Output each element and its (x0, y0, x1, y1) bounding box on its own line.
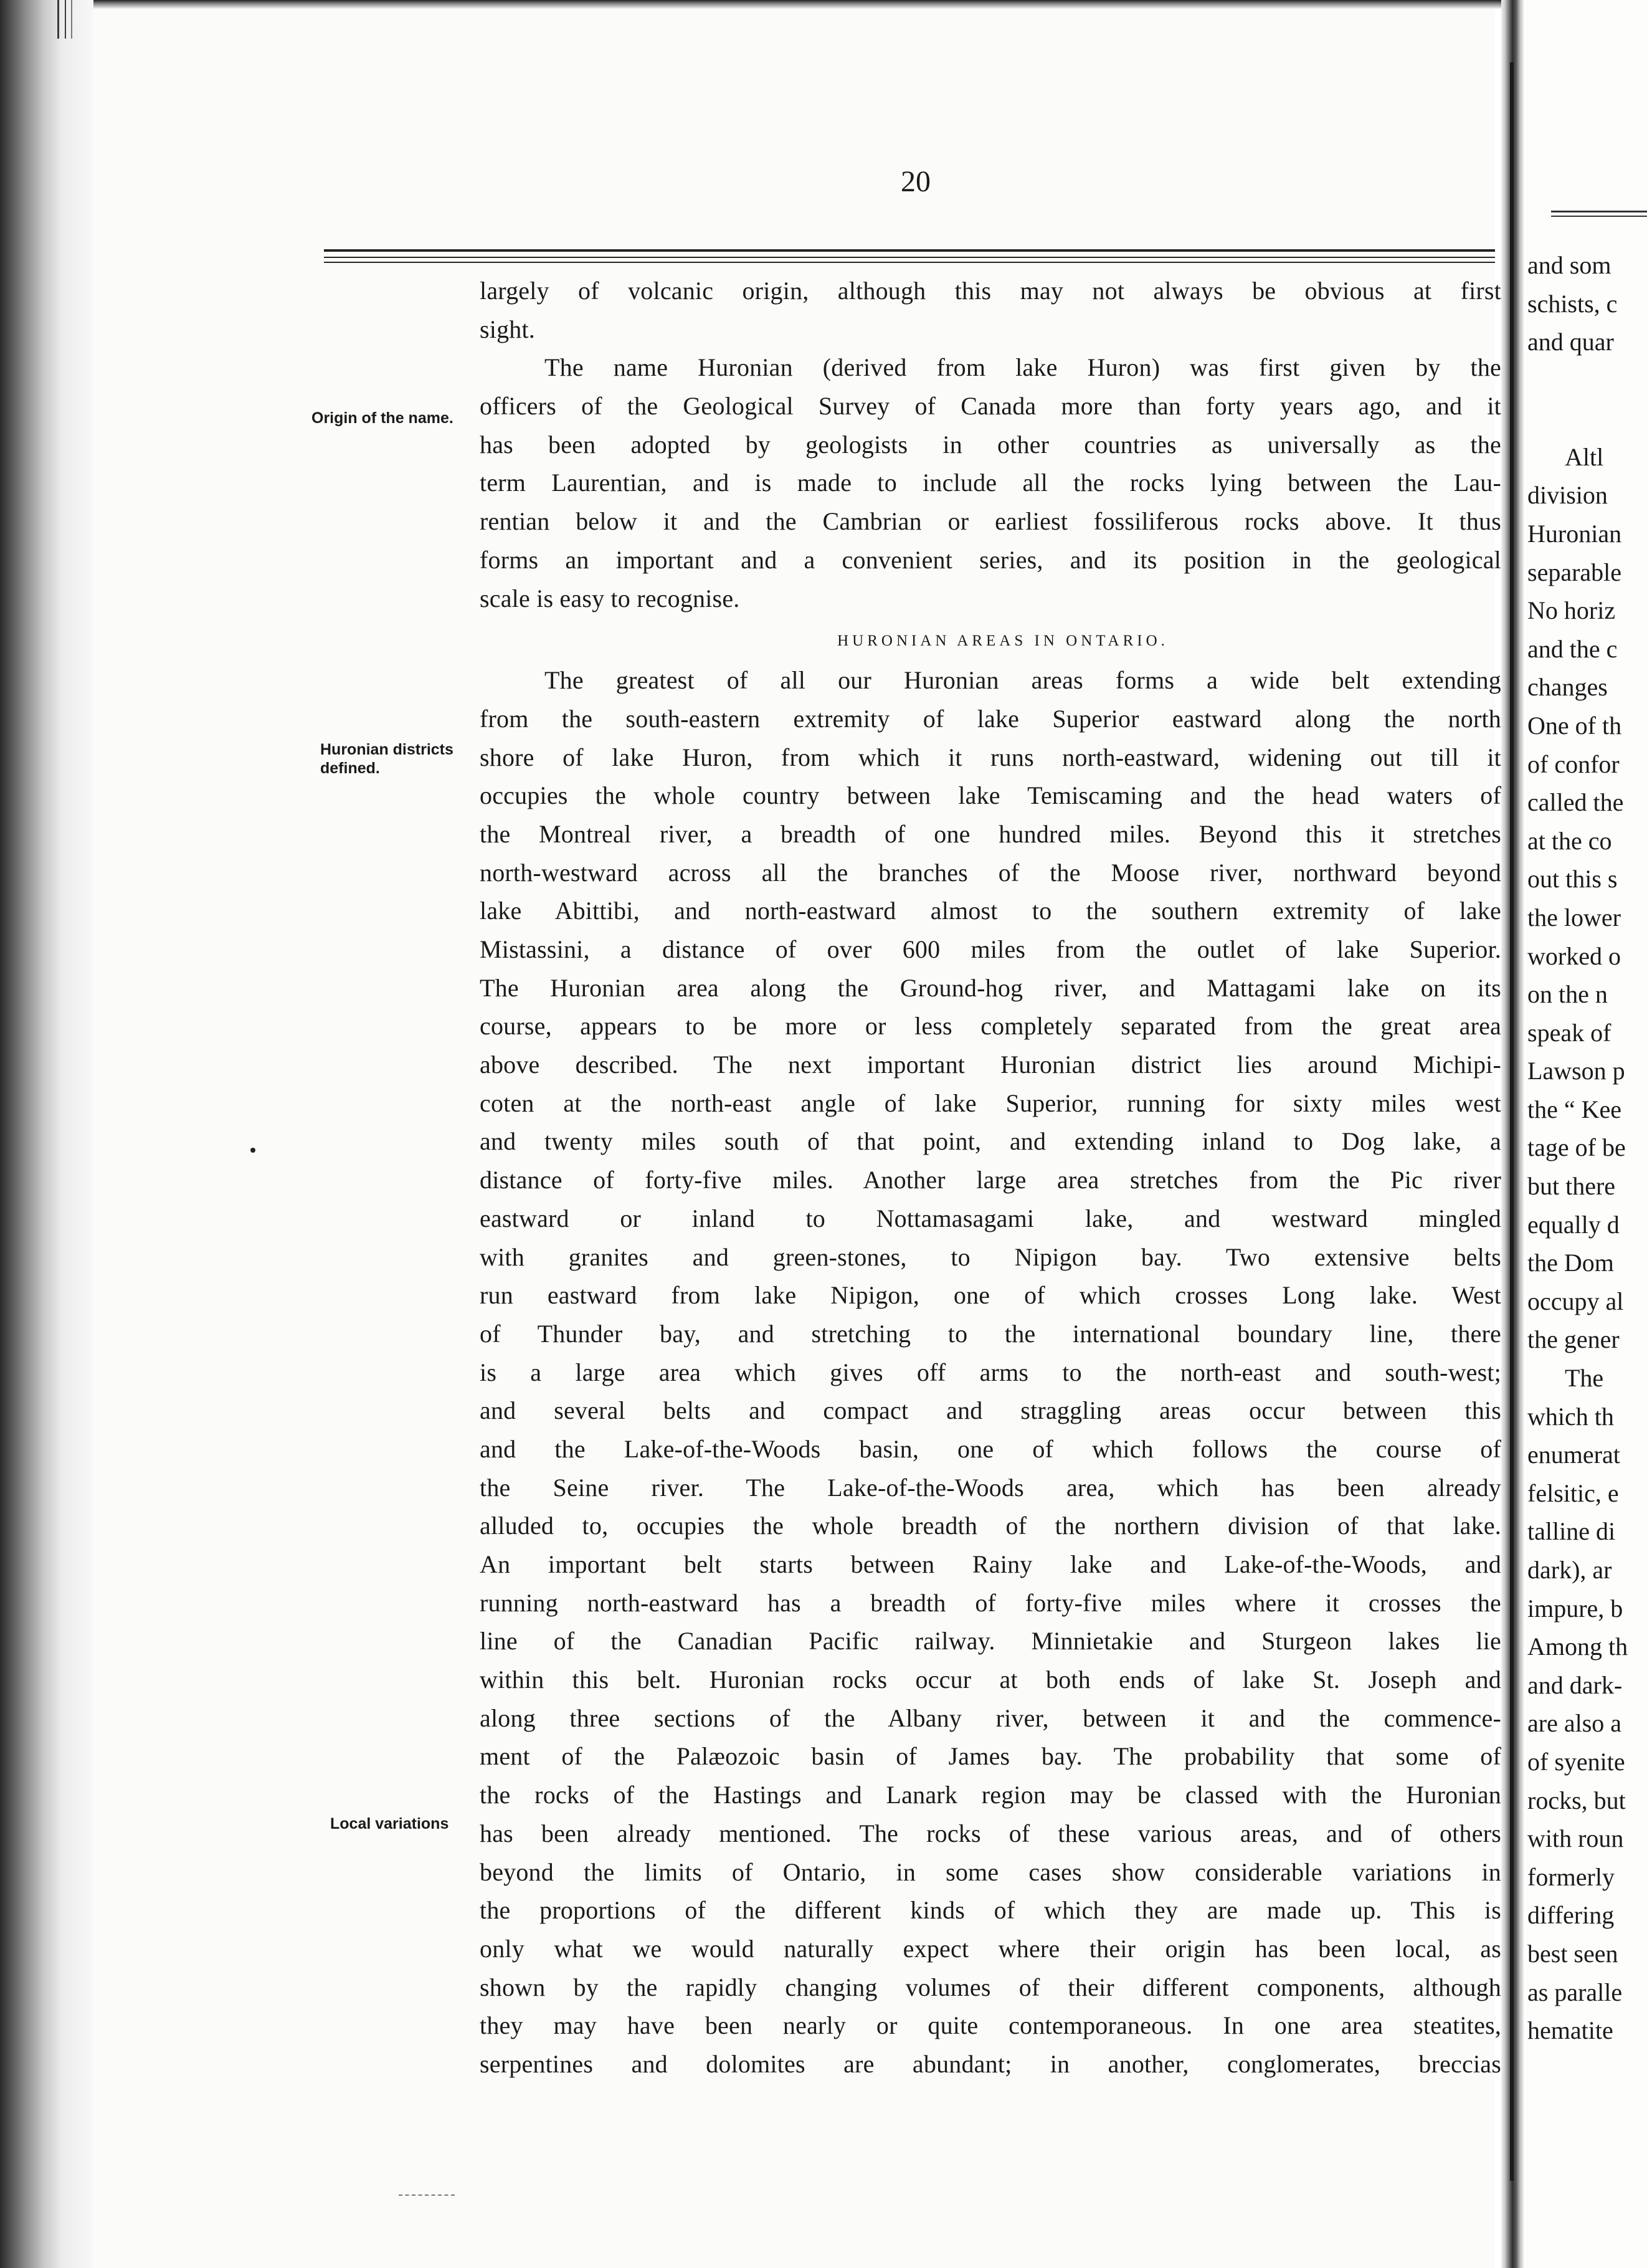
facing-text-line: of syenite (1527, 1747, 1625, 1776)
text-line: distance of forty-five miles. Another large area stretches from the Pic river (480, 1166, 1501, 1194)
text-line: An important belt starts between Rainy lake and Lake-of-the-Woods, and (480, 1550, 1501, 1578)
facing-text-line: enumerat (1527, 1441, 1620, 1469)
text-line: forms an important and a convenient series, and its position in the geological (480, 545, 1501, 574)
paragraph-volcanic-origin (480, 272, 1501, 348)
text-line: largely of volcanic origin, although this may not always be obvious at first (480, 277, 1501, 305)
text-line: the proportions of the different kinds of which they are made up. This is (480, 1896, 1501, 1925)
facing-text-line: worked o (1527, 941, 1621, 970)
facing-text-line: One of th (1527, 711, 1622, 740)
facing-text-line: felsitic, e (1527, 1479, 1619, 1507)
facing-text-line: differing (1527, 1901, 1615, 1930)
facing-text-line: formerly (1527, 1862, 1615, 1891)
facing-text-line: called the (1527, 788, 1624, 817)
facing-text-line: hematite (1527, 2016, 1613, 2045)
facing-text-line: but there (1527, 1172, 1616, 1201)
text-line: running north-eastward has a breadth of forty-five miles where it crosses the (480, 1588, 1501, 1617)
header-rule (324, 262, 1495, 263)
pencil-mark (399, 2194, 455, 2197)
facing-text-line: out this s (1527, 865, 1618, 893)
facing-text-line: as paralle (1527, 1978, 1623, 2006)
facing-text-line: Among th (1527, 1632, 1628, 1661)
text-line: shore of lake Huron, from which it runs north-eastward, widening out till it (480, 743, 1501, 771)
facing-text-line: which th (1527, 1402, 1614, 1431)
facing-text-line: the gener (1527, 1325, 1620, 1354)
section-heading: HURONIAN AREAS IN ONTARIO. (837, 632, 1169, 650)
margin-note-districts: Huronian districts defined. (320, 741, 453, 777)
text-line: alluded to, occupies the whole breadth of the northern division of that lake. (480, 1512, 1501, 1540)
facing-text-line: Altl (1565, 442, 1604, 471)
facing-text-line: are also a (1527, 1709, 1622, 1738)
ink-dot (250, 1148, 255, 1153)
text-line: from the south-eastern extremity of lake Superior eastward along the north (480, 704, 1501, 733)
text-line: beyond the limits of Ontario, in some cases show considerable variations in (480, 1857, 1501, 1886)
text-line: serpentines and dolomites are abundant; in another, conglomerates, breccias (480, 2049, 1501, 2078)
facing-text-line: equally d (1527, 1210, 1620, 1239)
paragraph-huronian-areas (480, 661, 1501, 2083)
facing-text-line: and som (1527, 251, 1611, 279)
top-page-edge (0, 0, 1647, 9)
text-line: lake Abittibi, and north-eastward almost to the southern extremity of lake (480, 897, 1501, 925)
facing-text-line: separable (1527, 558, 1622, 586)
facing-text-line: occupy al (1527, 1287, 1624, 1315)
facing-text-line: talline di (1527, 1517, 1616, 1546)
text-line: scale is easy to recognise. (480, 584, 740, 612)
facing-text-line: and dark- (1527, 1670, 1623, 1699)
text-line: has been adopted by geologists in other countries as universally as the (480, 430, 1501, 459)
facing-text-line: impure, b (1527, 1594, 1623, 1622)
text-line: above described. The next important Huronian district lies around Michipi- (480, 1051, 1501, 1079)
facing-text-line: and the c (1527, 634, 1618, 663)
text-line: is a large area which gives off arms to the north-east and south-west; (480, 1358, 1501, 1386)
header-rule (324, 257, 1495, 258)
text-line: within this belt. Huronian rocks occur at both ends of lake St. Joseph and (480, 1665, 1501, 1694)
facing-text-line: dark), ar (1527, 1556, 1612, 1584)
text-line: officers of the Geological Survey of Canada more than forty years ago, and it (480, 392, 1501, 421)
text-line: run eastward from lake Nipigon, one of which crosses Long lake. West (480, 1281, 1501, 1310)
facing-text-line: Huronian (1527, 519, 1622, 548)
facing-text-line: schists, c (1527, 289, 1618, 318)
facing-page-text (1527, 246, 1647, 2050)
body-text (480, 272, 1501, 2084)
text-line: and the Lake-of-the-Woods basin, one of which follows the course of (480, 1434, 1501, 1463)
facing-text-line: with roun (1527, 1824, 1624, 1853)
text-line: The Huronian area along the Ground-hog river, and Mattagami lake on its (480, 973, 1501, 1002)
facing-text-line: tage of be (1527, 1133, 1626, 1162)
text-line: the Montreal river, a breadth of one hundred miles. Beyond this it stretches (480, 819, 1501, 848)
page-edge-line (71, 0, 72, 39)
facing-text-line: speak of (1527, 1018, 1611, 1047)
text-line: sight. (480, 315, 535, 343)
text-line: and several belts and compact and straggling areas occur between this (480, 1396, 1501, 1425)
page-edge-line (65, 0, 66, 39)
facing-text-line: the “ Kee (1527, 1095, 1622, 1123)
text-line: ment of the Palæozoic basin of James bay. The probability that some of (480, 1742, 1501, 1771)
text-line: line of the Canadian Pacific railway. Minnietakie and Sturgeon lakes lie (480, 1627, 1501, 1656)
page-number: 20 (901, 165, 931, 198)
facing-text-line: best seen (1527, 1939, 1618, 1968)
margin-note-local-variations: Local variations (330, 1815, 449, 1832)
text-line: the Seine river. The Lake-of-the-Woods area, which has been already (480, 1473, 1501, 1502)
facing-text-line: of confor (1527, 750, 1620, 778)
paragraph-name-huronian (480, 348, 1501, 617)
text-line: along three sections of the Albany river, between it and the commence- (480, 1703, 1501, 1732)
facing-text-line: at the co (1527, 826, 1612, 855)
facing-text-line: the lower (1527, 903, 1621, 932)
facing-header-rule (1551, 211, 1647, 212)
text-line: eastward or inland to Nottamasagami lake, and westward mingled (480, 1204, 1501, 1232)
facing-text-line: rocks, but (1527, 1786, 1626, 1814)
facing-text-line: on the n (1527, 980, 1608, 1009)
text-line: they may have been nearly or quite contemporaneous. In one area steatites, (480, 2011, 1501, 2040)
facing-text-line: Lawson p (1527, 1057, 1625, 1085)
header-rule (324, 249, 1495, 252)
text-line: The name Huronian (derived from lake Huron) was first given by the (544, 353, 1501, 382)
facing-text-line: and quar (1527, 328, 1614, 356)
facing-text-line: changes (1527, 673, 1608, 702)
text-line: coten at the north-east angle of lake Superior, running for sixty miles west (480, 1089, 1501, 1117)
facing-text-line: The (1565, 1364, 1604, 1393)
text-line: The greatest of all our Huronian areas forms a wide belt extending (544, 666, 1501, 695)
text-line: with granites and green-stones, to Nipigon bay. Two extensive belts (480, 1242, 1501, 1271)
facing-text-line: division (1527, 481, 1608, 510)
text-line: the rocks of the Hastings and Lanark region may be classed with the Huronian (480, 1781, 1501, 1809)
text-line: has been already mentioned. The rocks of these various areas, and of others (480, 1819, 1501, 1847)
facing-text-line: No horiz (1527, 596, 1616, 625)
text-line: course, appears to be more or less completely separated from the great area (480, 1012, 1501, 1041)
text-line: shown by the rapidly changing volumes of their different components, although (480, 1973, 1501, 2001)
text-line: occupies the whole country between lake Temiscaming and the head waters of (480, 781, 1501, 810)
text-line: term Laurentian, and is made to include all the rocks lying between the Lau- (480, 469, 1501, 497)
text-line: north-westward across all the branches of the Moose river, northward beyond (480, 858, 1501, 887)
text-line: of Thunder bay, and stretching to the international boundary line, there (480, 1319, 1501, 1348)
text-line: only what we would naturally expect where their origin has been local, as (480, 1934, 1501, 1963)
text-line: rentian below it and the Cambrian or earliest fossiliferous rocks above. It thus (480, 507, 1501, 536)
text-line: and twenty miles south of that point, and extending inland to Dog lake, a (480, 1127, 1501, 1156)
facing-header-rule (1551, 216, 1647, 217)
left-page-edge (0, 0, 93, 2268)
text-line: Mistassini, a distance of over 600 miles from the outlet of lake Superior. (480, 935, 1501, 963)
binding-gutter-shadow (1510, 62, 1514, 2181)
margin-note-origin: Origin of the name. (311, 409, 453, 427)
page-edge-line (57, 0, 59, 39)
facing-text-line: the Dom (1527, 1249, 1614, 1277)
facing-text-gap (1527, 361, 1647, 438)
